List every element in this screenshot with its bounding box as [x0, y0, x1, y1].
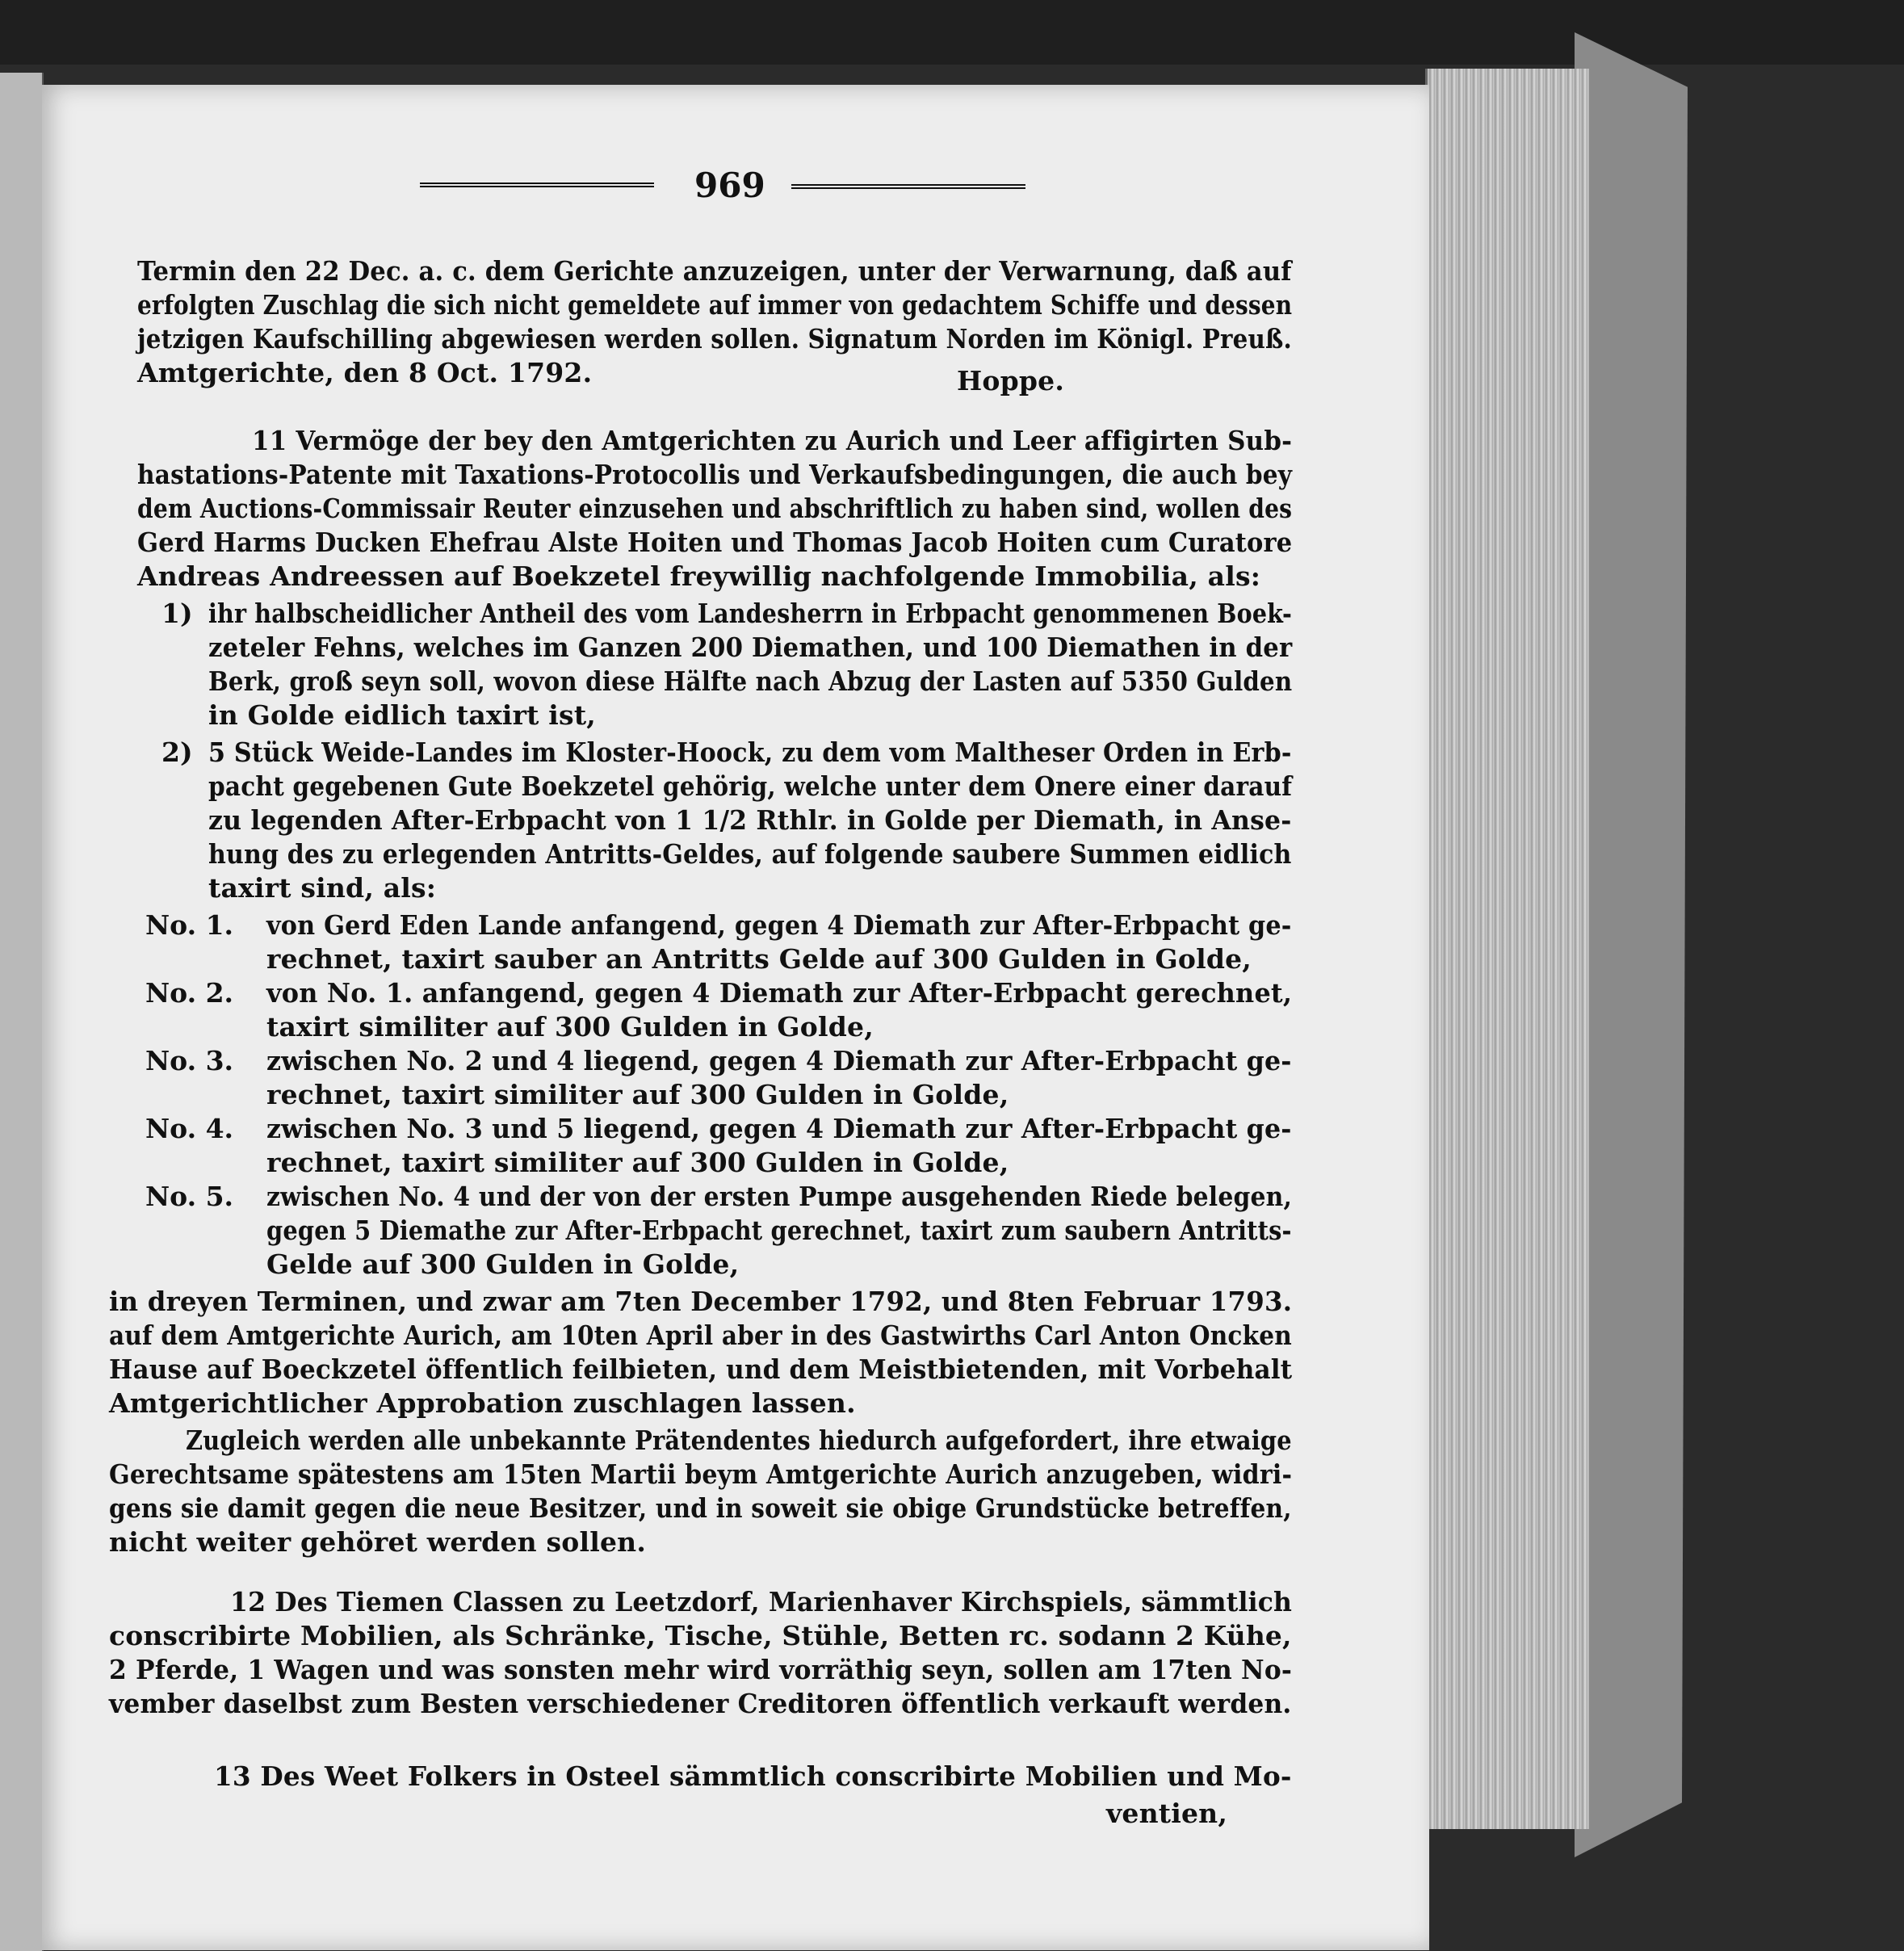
facing-page-edge	[0, 73, 44, 1951]
text-line: ihr halbscheidlicher Antheil des vom Landesherrn in Erbpacht genommenen Boek-	[208, 598, 1292, 629]
text-line: ventien,	[1106, 1798, 1228, 1829]
no-label: No. 4.	[145, 1113, 234, 1144]
text-line: gegen 5 Diemathe zur After-Erbpacht gerechnet, taxirt zum saubern Antritts-	[266, 1215, 1292, 1246]
header-rule-right	[791, 184, 1025, 189]
no-label: No. 2.	[145, 977, 234, 1009]
text-line: hastations-Patente mit Taxations-Protocollis und Verkaufsbedingungen, die auch bey	[137, 459, 1293, 490]
text-line: zu legenden After-Erbpacht von 1 1/2 Rthlr. in Golde per Diemath, in Anse-	[208, 804, 1292, 836]
text-line: Berk, groß seyn soll, wovon diese Hälfte nach Abzug der Lasten auf 5350 Gulden	[208, 665, 1293, 697]
text-line: gens sie damit gegen die neue Besitzer, und in soweit sie obige Grundstücke betreffen,	[109, 1492, 1292, 1524]
list-label: 1)	[161, 598, 193, 629]
text-line: taxirt sind, als:	[208, 872, 437, 904]
text-line: Amtgerichtlicher Approbation zuschlagen lassen.	[109, 1387, 856, 1419]
text-line: auf dem Amtgerichte Aurich, am 10ten April aber in des Gastwirths Carl Anton Oncken	[109, 1320, 1292, 1351]
text-line: rechnet, taxirt similiter auf 300 Gulden in Golde,	[266, 1147, 1009, 1178]
text-line: in dreyen Terminen, und zwar am 7ten December 1792, und 8ten Februar 1793.	[109, 1286, 1293, 1317]
text-line: dem Auctions-Commissair Reuter einzusehen und abschriftlich zu haben sind, wollen des	[137, 493, 1293, 524]
text-line: 11 Vermöge der bey den Amtgerichten zu Aurich und Leer affigirten Sub-	[252, 425, 1293, 456]
text-line: Termin den 22 Dec. a. c. dem Gerichte anzuzeigen, unter der Verwarnung, daß auf	[137, 255, 1292, 287]
text-line: Gelde auf 300 Gulden in Golde,	[266, 1248, 740, 1280]
text-line: 2 Pferde, 1 Wagen und was sonsten mehr wird vorräthig seyn, sollen am 17ten No-	[109, 1654, 1293, 1685]
no-label: No. 1.	[145, 909, 234, 941]
text-line: nicht weiter gehöret werden sollen.	[109, 1526, 647, 1558]
text-line: jetzigen Kaufschilling abgewiesen werden sollen. Signatum Norden im Königl. Preuß.	[137, 323, 1292, 355]
text-line: conscribirte Mobilien, als Schränke, Tische, Stühle, Betten rc. sodann 2 Kühe,	[109, 1620, 1292, 1651]
text-line: pacht gegebenen Gute Boekzetel gehörig, welche unter dem Onere einer darauf	[208, 770, 1293, 802]
text-line: 5 Stück Weide-Landes im Kloster-Hoock, zu dem vom Maltheser Orden in Erb-	[208, 736, 1292, 768]
text-line: erfolgten Zuschlag die sich nicht gemeldete auf immer von gedachtem Schiffe und dessen	[137, 289, 1293, 321]
header-rule-left	[420, 183, 654, 187]
text-line: von No. 1. anfangend, gegen 4 Diemath zur After-Erbpacht gerechnet,	[266, 977, 1293, 1009]
book-cover-edge	[1575, 32, 1688, 1857]
text-line: Gerechtsame spätestens am 15ten Martii beym Amtgerichte Aurich anzugeben, widri-	[109, 1458, 1293, 1490]
page-stack-edge	[1425, 69, 1589, 1829]
list-label: 2)	[161, 736, 193, 768]
text-line: 13 Des Weet Folkers in Osteel sämmtlich conscribirte Mobilien und Mo-	[214, 1760, 1292, 1792]
text-line: rechnet, taxirt sauber an Antritts Gelde auf 300 Gulden in Golde,	[266, 943, 1252, 975]
text-line: zeteler Fehns, welches im Ganzen 200 Diemathen, und 100 Diemathen in der	[208, 631, 1293, 663]
text-line: Gerd Harms Ducken Ehefrau Alste Hoiten und Thomas Jacob Hoiten cum Curatore	[137, 527, 1293, 558]
text-line: in Golde eidlich taxirt ist,	[208, 699, 596, 731]
page-number: 969	[694, 166, 765, 205]
text-line: zwischen No. 2 und 4 liegend, gegen 4 Diemath zur After-Erbpacht ge-	[266, 1045, 1292, 1076]
no-label: No. 3.	[145, 1045, 234, 1076]
text-line: Zugleich werden alle unbekannte Prätendentes hiedurch aufgefordert, ihre etwaige	[186, 1424, 1292, 1456]
signature: Hoppe.	[957, 365, 1065, 396]
text-line: rechnet, taxirt similiter auf 300 Gulden in Golde,	[266, 1079, 1009, 1110]
text-line: Andreas Andreessen auf Boekzetel freywillig nachfolgende Immobilia, als:	[137, 560, 1261, 592]
text-line: von Gerd Eden Lande anfangend, gegen 4 Diemath zur After-Erbpacht ge-	[266, 909, 1292, 941]
text-line: zwischen No. 4 und der von der ersten Pumpe ausgehenden Riede belegen,	[266, 1181, 1293, 1212]
text-line: hung des zu erlegenden Antritts-Geldes, auf folgende saubere Summen eidlich	[208, 838, 1292, 870]
text-line: 12 Des Tiemen Classen zu Leetzdorf, Marienhaver Kirchspiels, sämmtlich	[230, 1586, 1293, 1617]
text-line: Amtgerichte, den 8 Oct. 1792.	[137, 357, 593, 388]
text-line: taxirt similiter auf 300 Gulden in Golde,	[266, 1011, 874, 1043]
no-label: No. 5.	[145, 1181, 234, 1212]
text-line: Hause auf Boeckzetel öffentlich feilbieten, und dem Meistbietenden, mit Vorbehalt	[109, 1353, 1293, 1385]
text-line: zwischen No. 3 und 5 liegend, gegen 4 Diemath zur After-Erbpacht ge-	[266, 1113, 1292, 1144]
text-line: vember daselbst zum Besten verschiedener Creditoren öffentlich verkauft werden.	[109, 1688, 1292, 1719]
